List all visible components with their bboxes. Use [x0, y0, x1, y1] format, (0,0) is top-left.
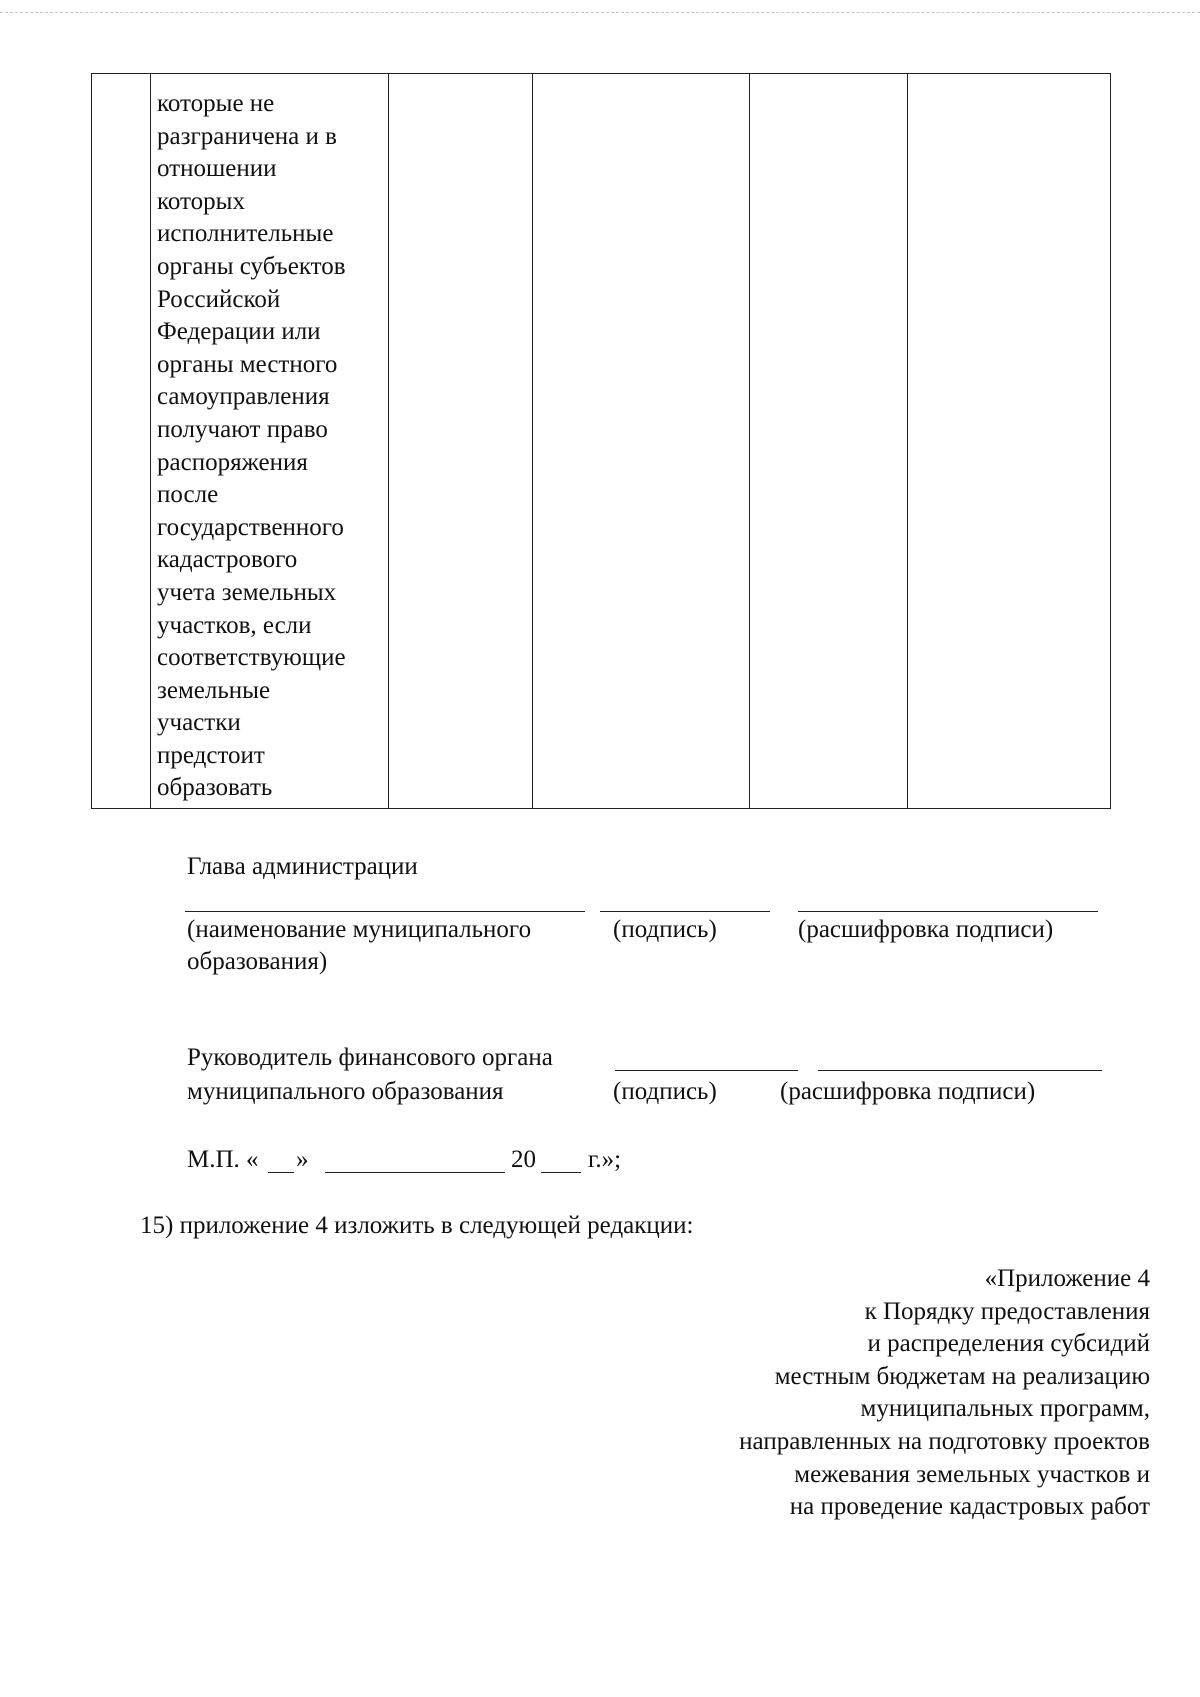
- day-blank: [268, 1172, 294, 1173]
- year-blank: [541, 1172, 581, 1173]
- finance-head-line1: Руководитель финансового органа: [187, 1044, 553, 1071]
- data-table: [91, 73, 1111, 809]
- finance-head-line2: муниципального образования: [187, 1078, 504, 1105]
- signature-line: [600, 911, 770, 912]
- head-of-administration-heading: Глава администрации: [187, 853, 418, 880]
- signature-label-2: (подпись): [613, 1078, 717, 1105]
- stamp-mp: М.П. «: [187, 1146, 259, 1173]
- year-suffix: г.»;: [588, 1146, 622, 1173]
- page-top-rule: [0, 12, 1200, 13]
- table-cell-empty: [908, 74, 1111, 809]
- table-row: [92, 74, 1111, 809]
- signature-label: (подпись): [613, 916, 717, 943]
- signature-line-2: [615, 1070, 798, 1071]
- decoding-label: (расшифровка подписи): [798, 916, 1054, 943]
- item-15-text: 15) приложение 4 изложить в следующей редакции:: [140, 1212, 694, 1239]
- org-name-line: [185, 911, 585, 912]
- decoding-line: [798, 911, 1098, 912]
- table-cell-number: [92, 74, 151, 809]
- appendix-4-header: [739, 1263, 1150, 1524]
- stamp-close-quote: »: [296, 1146, 309, 1173]
- table-cell-empty: [750, 74, 908, 809]
- table-cell-empty: [533, 74, 750, 809]
- org-name-label: (наименование муниципального: [187, 916, 532, 943]
- decoding-line-2: [818, 1070, 1102, 1071]
- month-blank: [325, 1172, 505, 1173]
- year-prefix: 20: [511, 1146, 536, 1173]
- table-cell-text: которые не разграничена и в отношении которых исполнительные органы субъектов Российской Федерации или органы местного самоуправления получают право распоряжения после государственного кадастрового учета земельных участков, если соответствующие земельные участки предстоит образовать: [157, 90, 346, 802]
- appendix-4-header-text: «Приложение 4 к Порядку предоставления и распределения субсидий местным бюджетам на реализацию муниципальных программ, направленных на подготовку проектов межевания земельных участков и на проведение кадастровых работ: [739, 1265, 1150, 1521]
- table-cell-empty: [389, 74, 533, 809]
- decoding-label-2: (расшифровка подписи): [780, 1078, 1036, 1105]
- table-cell-description: [151, 74, 389, 809]
- org-name-label-cont: образования): [187, 948, 328, 975]
